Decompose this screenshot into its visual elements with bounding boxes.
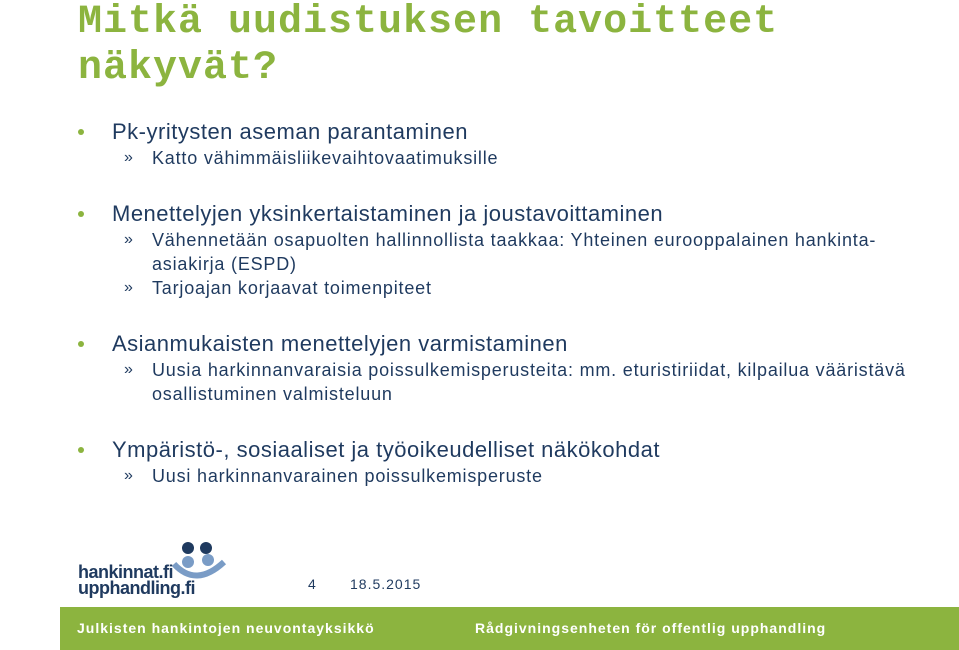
chevron-right-icon: »: [124, 279, 134, 296]
page-number: 4: [308, 576, 316, 592]
logo-text-sv: upphandling.fi: [78, 578, 195, 598]
sub-item: [78, 146, 938, 170]
chevron-right-icon: »: [124, 361, 134, 378]
bullet-text: Menettelyjen yksinkertaistaminen ja joustavoittaminen: [112, 201, 664, 226]
slide-title-line2: näkyvät?: [78, 46, 279, 91]
bullet-item: [78, 200, 938, 228]
bullet-dot-icon: [78, 341, 84, 347]
chevron-right-icon: »: [124, 149, 134, 166]
slide-title: [78, 0, 948, 92]
chevron-right-icon: »: [124, 231, 134, 248]
sub-text: Tarjoajan korjaavat toimenpiteet: [152, 278, 432, 298]
bullet-list: [78, 118, 938, 488]
bullet-dot-icon: [78, 129, 84, 135]
bullet-group-3: [78, 330, 938, 406]
bullet-text: Asianmukaisten menettelyjen varmistaminen: [112, 331, 568, 356]
bullet-item: [78, 118, 938, 146]
footer-right-text: Rådgivningsenheten för offentlig upphandling: [475, 620, 827, 636]
bullet-text: Pk-yritysten aseman parantaminen: [112, 119, 468, 144]
hankinnat-logo: [78, 530, 238, 600]
bullet-item: [78, 436, 938, 464]
footer-bar: [60, 607, 959, 650]
chevron-right-icon: »: [124, 467, 134, 484]
bullet-group-2: [78, 200, 938, 300]
bullet-dot-icon: [78, 211, 84, 217]
sub-text: Uusi harkinnanvarainen poissulkemisperuste: [152, 466, 543, 486]
slide-date: 18.5.2015: [350, 576, 422, 592]
slide-title-line1: Mitkä uudistuksen tavoitteet: [78, 0, 779, 45]
sub-text: Vähennetään osapuolten hallinnollista taakkaa: Yhteinen eurooppalainen hankinta-asiakirja (ESPD): [152, 230, 877, 274]
sub-item: [78, 228, 938, 276]
bullet-group-4: [78, 436, 938, 488]
bullet-group-1: [78, 118, 938, 170]
bullet-dot-icon: [78, 447, 84, 453]
footer-left-text: Julkisten hankintojen neuvontayksikkö: [77, 620, 375, 636]
sub-item: [78, 464, 938, 488]
sub-text: Uusia harkinnanvaraisia poissulkemisperusteita: mm. eturistiriidat, kilpailua vääristävä osallistuminen valmisteluun: [152, 360, 906, 404]
logo-text-fi: hankinnat.fi: [78, 562, 174, 582]
sub-text: Katto vähimmäisliikevaihtovaatimuksille: [152, 148, 499, 168]
sub-item: [78, 276, 938, 300]
bullet-item: [78, 330, 938, 358]
sub-item: [78, 358, 938, 406]
bullet-text: Ympäristö-, sosiaaliset ja työoikeudelliset näkökohdat: [112, 437, 660, 462]
